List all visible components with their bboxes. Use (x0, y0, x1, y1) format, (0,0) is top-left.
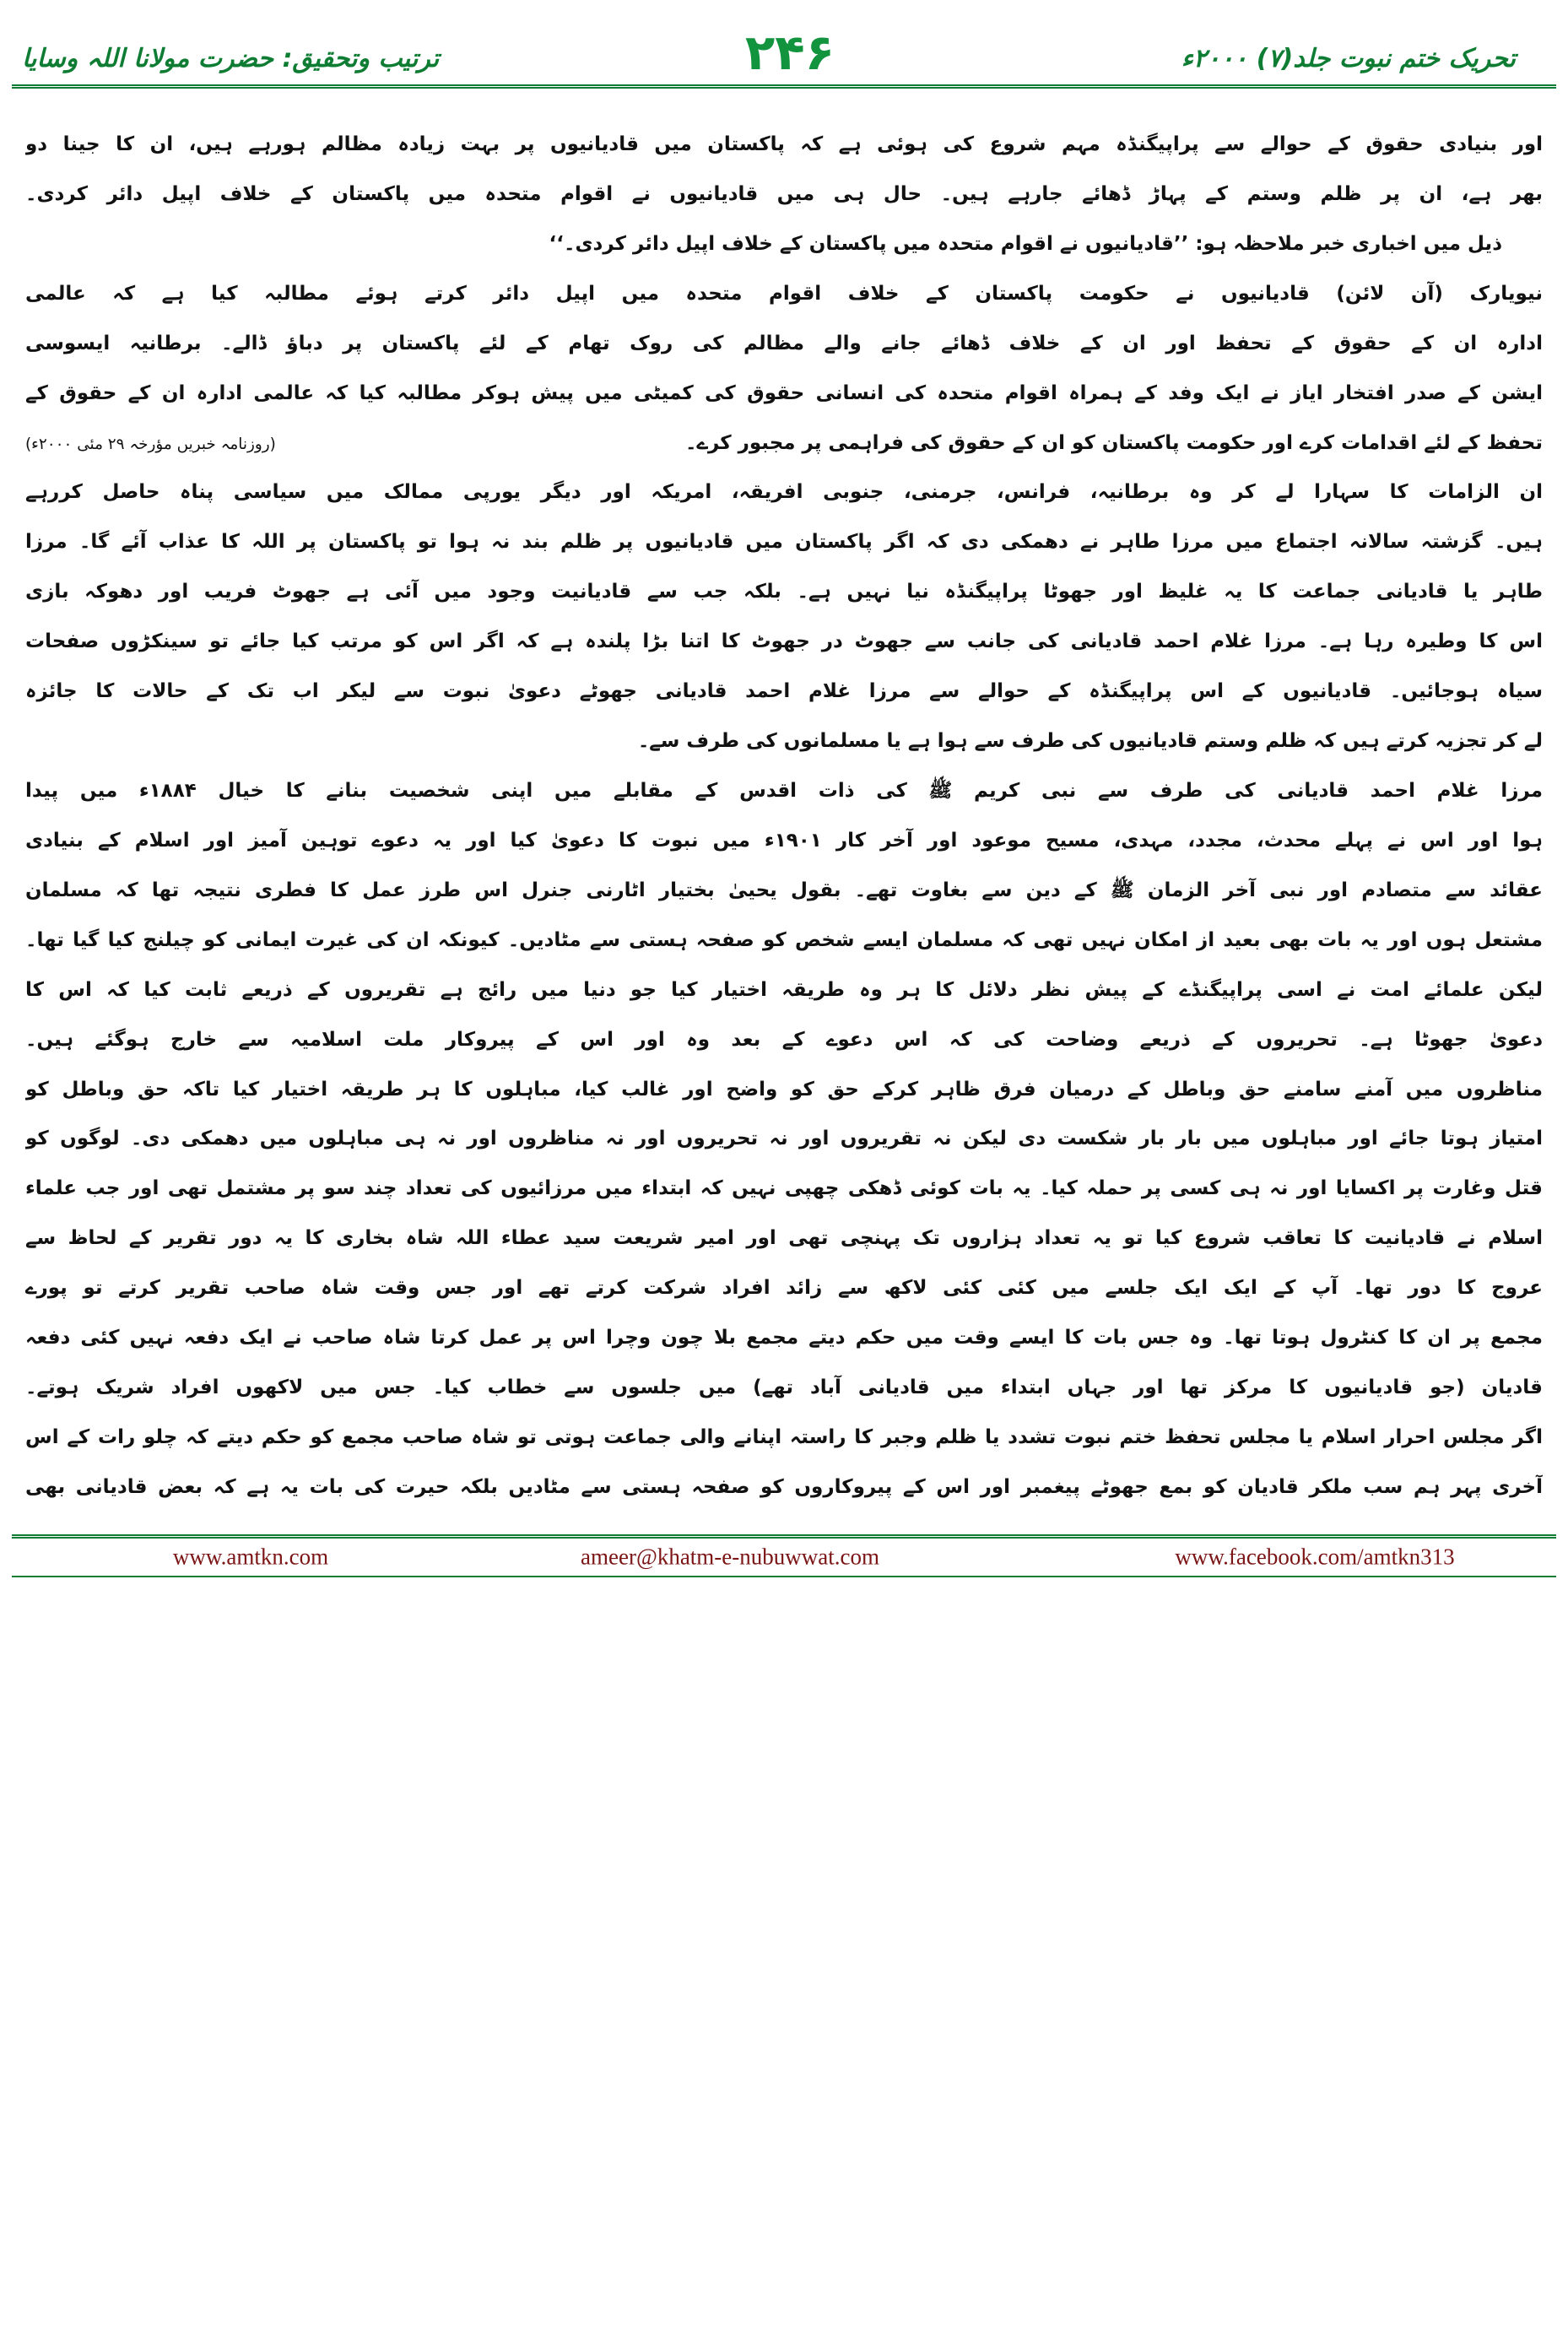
text-line: ہیں۔ گزشتہ سالانہ اجتماع میں مرزا طاہر نے دھمکی دی کہ اگر پاکستان میں قادیانیوں پر ظلم بند نہ ہوا تو پاکستان پر اللہ کا عذاب آئے گا۔ مرزا (25, 531, 1543, 554)
text-line (25, 419, 1543, 468)
text-line: طاہر یا قادیانی جماعت کا یہ غلیظ اور جھوٹا پراپیگنڈہ نیا نہیں ہے۔ بلکہ جب سے قادیانیت وجود میں آئی ہے جھوٹ فریب اور دھوکہ بازی (25, 581, 1543, 603)
text-line: ادارہ ان کے حقوق کے تحفظ اور ان کے خلاف ڈھائے جانے والے مظالم کی روک تھام کے لئے پاکستان پر دباؤ ڈالے۔ برطانیہ ایسوسی (25, 332, 1543, 354)
citation: (روزنامہ خبریں مؤرخہ ۲۹ مئی ۲۰۰۰ء) (25, 435, 276, 453)
text-line: قتل وغارت پر اکسایا اور نہ ہی کسی پر حملہ کیا۔ یہ بات کوئی ڈھکی چھپی نہیں کہ ابتداء میں مرزائیوں کی تعداد چند سو پر مشتمل تھی اور جب علماء (25, 1177, 1543, 1200)
page-number: ۲۴۶ (744, 24, 835, 81)
text-line: دعویٰ جھوٹا ہے۔ تحریروں کے ذریعے وضاحت کی کہ اس دعوے کے بعد وہ اور اس کے پیروکار ملت اسلامیہ سے خارج ہوگئے ہیں۔ (25, 1028, 1543, 1051)
footer-website: www.amtkn.com (172, 1544, 329, 1570)
footer-email: ameer@khatm-e-nubuwwat.com (581, 1544, 879, 1570)
text-line: ہوا اور اس نے پہلے محدث، مجدد، مہدی، مسیح موعود اور آخر کار ۱۹۰۱ء میں نبوت کا دعویٰ کیا اور یہ دعوے توہین آمیز اور اسلام کے بنیادی (25, 829, 1543, 852)
body-text (25, 120, 1543, 1512)
text-line: نیویارک (آن لائن) قادیانیوں نے حکومت پاکستان کے خلاف اقوام متحدہ میں اپیل دائر کرتے ہوئے مطالبہ کیا ہے کہ عالمی (25, 282, 1543, 305)
text-line: عقائد سے متصادم اور نبی آخر الزمان ﷺ کے دین سے بغاوت تھے۔ بقول یحییٰ بختیار اٹارنی جنرل اس طرز عمل کا فطری نتیجہ تھا کہ مسلمان (25, 879, 1543, 901)
header-rule (12, 84, 1556, 89)
text-line: مشتعل ہوں اور یہ بات بھی بعید از امکان نہیں تھی کہ مسلمان ایسے شخص کو صفحہ ہستی سے مٹادیں۔ کیونکہ ان کی غیرت ایمانی کو چیلنج کیا گیا تھا۔ (25, 928, 1543, 951)
text-line: مناظروں میں آمنے سامنے حق وباطل کے درمیان فرق ظاہر کرکے حق کو واضح اور غالب کیا، مباہلوں کا ہر طریقہ اختیار کیا تاکہ حق وباطل کو (25, 1078, 1543, 1101)
book-title: تحریک ختم نبوت جلد(۷) ۲۰۰۰ء (1181, 44, 1516, 73)
text-line: عروج کا دور تھا۔ آپ کے ایک ایک جلسے میں کئی کئی لاکھ سے زائد افراد شرکت کرتے تھے اور جس وقت شاہ صاحب تقریر کرتے تو پورے (25, 1277, 1543, 1300)
text-line: قادیان (جو قادیانیوں کا مرکز تھا اور جہاں ابتداء میں قادیانی آباد تھے) میں جلسوں سے خطاب کیا۔ جس میں لاکھوں افراد شریک ہوتے۔ (25, 1377, 1543, 1399)
footer-facebook: www.facebook.com/amtkn313 (1175, 1544, 1455, 1570)
text-line-main: تحفظ کے لئے اقدامات کرے اور حکومت پاکستان کو ان کے حقوق کی فراہمی پر مجبور کرے۔ (685, 431, 1543, 454)
text-line: اور بنیادی حقوق کے حوالے سے پراپیگنڈہ مہم شروع کی ہوئی ہے کہ پاکستان میں قادیانیوں پر بہت زیادہ مظالم ہورہے ہیں، ان کا جینا دو (25, 133, 1543, 155)
text-line: امتیاز ہوتا جائے اور مباہلوں میں بار بار شکست دی لیکن نہ تقریروں اور نہ تحریروں اور نہ مناظروں اور نہ ہی مباہلوں میں دھمکی دی۔ لوگوں کو (25, 1128, 1543, 1150)
text-line: اس کا وطیرہ رہا ہے۔ مرزا غلام احمد قادیانی کی جانب سے جھوٹ در جھوٹ کا اتنا بڑا پلندہ ہے کہ اگر اس کو مرتب کیا جائے تو سینکڑوں صفحات (25, 630, 1543, 653)
text-line: بھر ہے، ان پر ظلم وستم کے پہاڑ ڈھائے جارہے ہیں۔ حال ہی میں قادیانیوں نے اقوام متحدہ میں پاکستان کے خلاف اپیل دائر کردی۔ (25, 182, 1543, 205)
text-line: اگر مجلس احرار اسلام یا مجلس تحفظ ختم نبوت تشدد یا ظلم وجبر کا راستہ اپنانے والی جماعت ہوتی تو شاہ صاحب مجمع کو حکم دیتے کہ چلو رات کے اس (25, 1425, 1543, 1448)
text-line: ایشن کے صدر افتخار ایاز نے ایک وفد کے ہمراہ اقوام متحدہ کی انسانی حقوق کی کمیٹی میں پیش ہوکر مطالبہ کیا کہ عالمی ادارہ ان کے حقوق کے (25, 381, 1543, 404)
compiler-credit: ترتیب وتحقیق: حضرت مولانا اللہ وسایا (22, 44, 440, 73)
text-line: لیکن علمائے امت نے اسی پراپیگنڈے کے پیش نظر دلائل کا ہر وہ طریقہ اختیار کیا جو دنیا میں رائج ہے تقریروں کے ذریعے ثابت کیا کہ اس کا (25, 978, 1543, 1001)
text-line: سیاہ ہوجائیں۔ قادیانیوں کے اس پراپیگنڈہ کے حوالے سے مرزا غلام احمد قادیانی جھوٹے دعویٰ نبوت سے لیکر اب تک کے حالات کا جائزہ (25, 680, 1543, 703)
text-line: مرزا غلام احمد قادیانی کی طرف سے نبی کریم ﷺ کی ذات اقدس کے مقابلے میں اپنی شخصیت بنانے کا خیال ۱۸۸۴ء میں پیدا (25, 779, 1543, 802)
text-line: مجمع پر ان کا کنٹرول ہوتا تھا۔ وہ جس بات کا ایسے وقت میں حکم دیتے مجمع بلا چون وچرا اس پر عمل کرتا شاہ صاحب نے ایک دفعہ نہیں کئی دفعہ (25, 1327, 1543, 1349)
text-line: لے کر تجزیہ کرتے ہیں کہ ظلم وستم قادیانیوں کی طرف سے ہوا ہے یا مسلمانوں کی طرف سے۔ (637, 730, 1543, 753)
text-line: ذیل میں اخباری خبر ملاحظہ ہو: ’’قادیانیوں نے اقوام متحدہ میں پاکستان کے خلاف اپیل دائر کردی۔‘‘ (549, 232, 1502, 255)
text-line: ان الزامات کا سہارا لے کر وہ برطانیہ، فرانس، جرمنی، جنوبی افریقہ، امریکہ اور دیگر یورپی ممالک میں سیاسی پناہ حاصل کررہے (25, 481, 1543, 504)
text-line: آخری پہر ہم سب ملکر قادیان کو بمع جھوٹے پیغمبر اور اس کے پیروکاروں کو صفحہ ہستی سے مٹادیں بلکہ حیرت کی بات یہ ہے کہ بعض قادیانی بھی (25, 1475, 1543, 1498)
text-line: اسلام نے قادیانیت کا تعاقب شروع کیا تو یہ تعداد ہزاروں تک پہنچی تھی اور امیر شریعت سید عطاء اللہ شاہ بخاری کا یہ دور تقریر کے لحاظ سے (25, 1227, 1543, 1250)
page-footer (12, 1534, 1556, 1577)
